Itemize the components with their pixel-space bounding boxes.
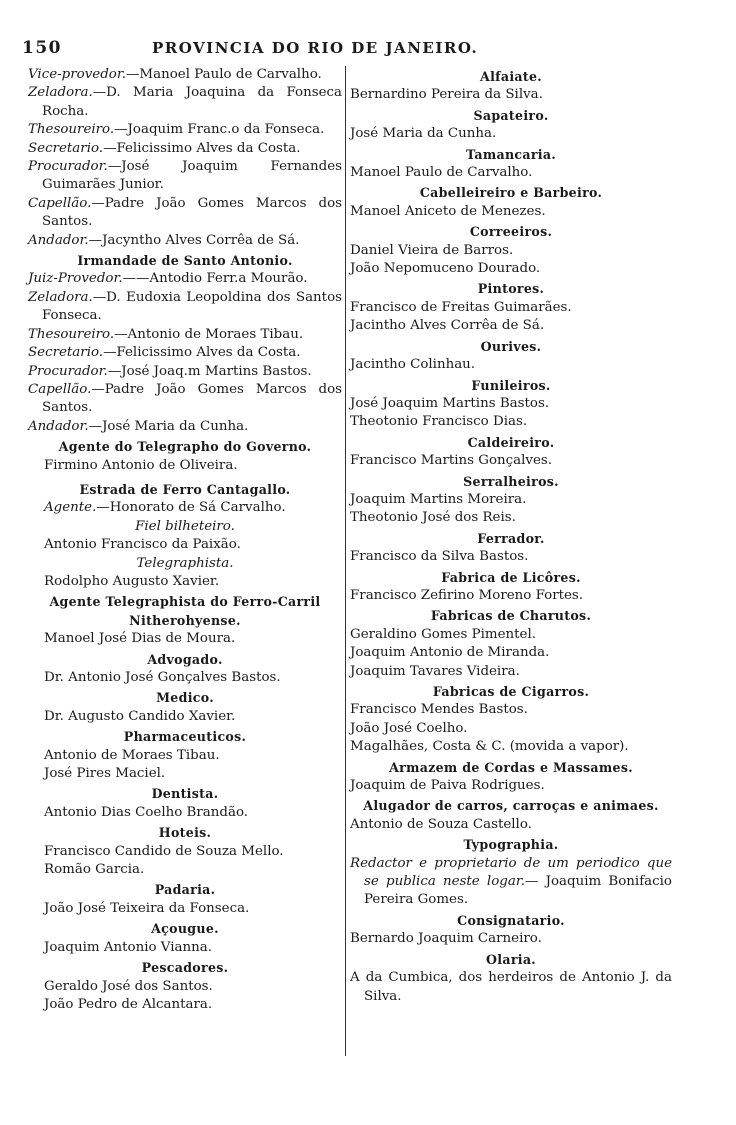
directory-entry: Antonio de Moraes Tibau. — [44, 747, 220, 763]
section-heading: Alfaiate. — [480, 69, 542, 84]
directory-entry: Procurador.—José Joaq.m Martins Bastos. — [28, 363, 312, 379]
directory-entry: Manoel Paulo de Carvalho. — [350, 165, 533, 181]
section-heading: Fabricas de Cigarros. — [432, 684, 590, 699]
section-heading: Agente Telegraphista do Ferro-Carril Nitherohyense. — [49, 594, 321, 628]
directory-entry: Antonio Francisco da Paixão. — [44, 537, 241, 553]
directory-entry: A da Cumbica, dos herdeiros de Antonio J. da Silva. — [350, 970, 672, 1004]
page-number: 150 — [22, 38, 62, 58]
section-heading: Açougue. — [151, 921, 219, 937]
directory-entry: Romão Garcia. — [44, 862, 145, 878]
directory-entry: Jacintho Alves Corrêa de Sá. — [350, 318, 545, 334]
directory-entry: Rodolpho Augusto Xavier. — [44, 573, 220, 589]
directory-entry: Joaquim Tavares Videira. — [350, 663, 520, 679]
section-heading: Fabricas de Charutos. — [430, 608, 592, 624]
section-heading: Armazem de Cordas e Massames. — [389, 759, 633, 775]
directory-entry: Andador.—Jacyntho Alves Corrêa de Sá. — [28, 232, 300, 248]
running-title: PROVINCIA DO RIO DE JANEIRO. — [152, 39, 479, 57]
section-heading: Pharmaceuticos. — [123, 729, 247, 745]
directory-entry: José Maria da Cunha. — [350, 126, 497, 142]
directory-entry: Manoel José Dias de Moura. — [44, 631, 236, 647]
directory-entry: João José Coelho. — [350, 720, 468, 736]
directory-entry: Zeladora.—D. Eudoxia Leopoldina dos Santos Fonseca. — [28, 289, 342, 324]
section-heading: Cabelleireiro e Barbeiro. — [419, 185, 603, 201]
directory-entry: Andador.—José Maria da Cunha. — [28, 418, 249, 434]
directory-entry: Joaquim Martins Moreira. — [350, 491, 527, 507]
directory-entry: Magalhães, Costa & C. (movida a vapor). — [350, 739, 629, 755]
directory-entry: Secretario.—Felicissimo Alves da Costa. — [28, 345, 301, 361]
page-header — [22, 38, 542, 60]
directory-entry: Daniel Vieira de Barros. — [350, 242, 514, 258]
directory-entry: Antonio de Souza Castello. — [350, 816, 532, 832]
directory-entry: Francisco Candido de Souza Mello. — [44, 843, 284, 859]
directory-entry: Francisco de Freitas Guimarães. — [350, 299, 572, 315]
directory-entry: Procurador.—José Joaquim Fernandes Guimarães Junior. — [28, 159, 342, 193]
section-heading: Pintores. — [477, 281, 545, 297]
subsection-heading: Fiel bilheteiro. — [135, 518, 235, 534]
directory-entry: Francisco Martins Gonçalves. — [350, 453, 553, 469]
directory-entry: Firmino Antonio de Oliveira. — [44, 457, 238, 473]
directory-entry: Capellão.—Padre João Gomes Marcos dos Santos. — [28, 195, 342, 230]
section-heading: Serralheiros. — [463, 473, 559, 489]
directory-entry: Francisco da Silva Bastos. — [350, 549, 529, 565]
section-heading: Olaria. — [486, 951, 536, 967]
directory-entry: Joaquim Antonio de Miranda. — [350, 645, 550, 661]
section-heading: Estrada de Ferro Cantagallo. — [79, 481, 291, 497]
section-heading: Ourives. — [480, 338, 542, 354]
section-heading: Dentista. — [151, 786, 219, 802]
directory-entry: Juiz-Provedor.——Antodio Ferr.a Mourão. — [28, 271, 308, 287]
section-heading: Correeiros. — [469, 224, 553, 240]
subsection-heading: Telegraphista. — [136, 555, 234, 571]
directory-entry: Geraldo José dos Santos. — [44, 978, 213, 994]
directory-entry: João José Teixeira da Fonseca. — [44, 900, 250, 916]
directory-entry: Agente.—Honorato de Sá Carvalho. — [44, 500, 286, 516]
section-heading: Caldeireiro. — [467, 434, 555, 450]
directory-entry: Antonio Dias Coelho Brandão. — [44, 804, 249, 820]
directory-entry: Bernardino Pereira da Silva. — [350, 87, 543, 103]
directory-entry: João Pedro de Alcantara. — [44, 996, 213, 1012]
column-divider — [345, 66, 346, 1056]
directory-entry: Thesoureiro.—Joaquim Franc.o da Fonseca. — [28, 122, 325, 138]
section-heading: Fabrica de Licôres. — [441, 569, 581, 585]
section-heading: Sapateiro. — [473, 107, 549, 123]
section-heading: Consignatario. — [457, 912, 565, 928]
section-heading: Irmandade de Santo Antonio. — [77, 253, 293, 269]
directory-entry: Geraldino Gomes Pimentel. — [350, 626, 536, 642]
directory-entry: Redactor e proprietario de um periodico que se publica neste logar.— Joaquim Bonifacio Pereira Gomes. — [350, 855, 672, 908]
directory-entry: José Joaquim Martins Bastos. — [350, 395, 550, 411]
section-heading: Pescadores. — [141, 960, 229, 976]
directory-entry: Thesoureiro.—Antonio de Moraes Tibau. — [28, 326, 304, 342]
directory-entry: Joaquim de Paiva Rodrigues. — [350, 778, 545, 794]
directory-entry: Bernardo Joaquim Carneiro. — [350, 931, 542, 947]
section-heading: Typographia. — [463, 837, 559, 853]
section-heading: Alugador de carros, carroças e animaes. — [363, 798, 659, 814]
directory-entry: José Pires Maciel. — [44, 766, 166, 782]
section-heading: Advogado. — [147, 651, 223, 667]
directory-entry: João Nepomuceno Dourado. — [350, 261, 541, 277]
section-heading: Tamancaria. — [465, 146, 557, 162]
left-column — [28, 66, 342, 1014]
section-heading: Medico. — [156, 690, 214, 706]
directory-entry: Francisco Mendes Bastos. — [350, 702, 528, 718]
section-heading: Funileiros. — [471, 377, 551, 393]
directory-entry: Francisco Zefirino Moreno Fortes. — [350, 587, 584, 603]
directory-entry: Dr. Antonio José Gonçalves Bastos. — [44, 670, 281, 685]
section-heading: Ferrador. — [477, 530, 545, 546]
section-heading: Hoteis. — [158, 825, 212, 841]
section-heading: Agente do Telegrapho do Governo. — [58, 439, 312, 455]
directory-entry: Theotonio José dos Reis. — [350, 510, 516, 526]
directory-entry: Manoel Aniceto de Menezes. — [350, 203, 546, 219]
directory-entry: Theotonio Francisco Dias. — [350, 414, 528, 430]
directory-entry: Dr. Augusto Candido Xavier. — [44, 708, 236, 724]
directory-entry: Zeladora.—D. Maria Joaquina da Fonseca Rocha. — [28, 85, 342, 119]
section-heading: Padaria. — [154, 882, 216, 898]
directory-entry: Secretario.—Felicissimo Alves da Costa. — [28, 140, 301, 156]
right-column — [350, 66, 672, 1006]
directory-entry: Joaquim Antonio Vianna. — [44, 939, 212, 955]
directory-entry: Vice-provedor.—Manoel Paulo de Carvalho. — [28, 67, 322, 82]
directory-entry: Capellão.—Padre João Gomes Marcos dos Santos. — [28, 381, 342, 416]
directory-entry: Jacintho Colinhau. — [350, 357, 476, 373]
